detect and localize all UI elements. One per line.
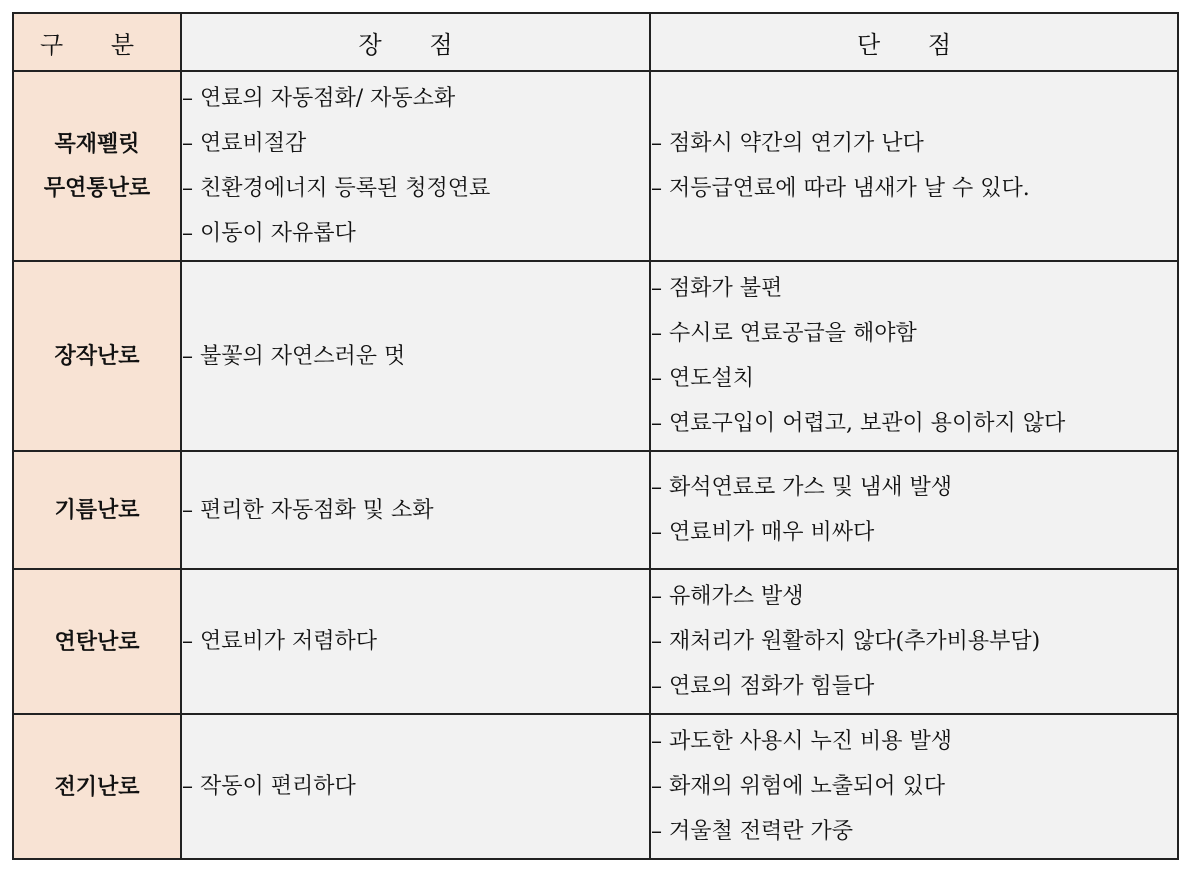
header-cons: 단 점 <box>650 13 1178 71</box>
pros-item: – 친환경에너지 등록된 청정연료 <box>182 166 649 211</box>
category-label: 전기난로 <box>54 773 140 800</box>
cons-cell <box>650 451 1178 569</box>
category-cell <box>13 71 181 261</box>
cons-item: – 점화가 불편 <box>651 266 1177 311</box>
category-label: 연탄난로 <box>54 628 140 655</box>
cons-item: – 과도한 사용시 누진 비용 발생 <box>651 719 1177 764</box>
cons-item: – 연료구입이 어렵고, 보관이 용이하지 않다 <box>651 401 1177 446</box>
cons-item: – 겨울철 전력란 가중 <box>651 809 1177 854</box>
category-label: 목재펠릿 <box>54 131 140 157</box>
cons-cell <box>650 261 1178 451</box>
pros-item: – 연료비절감 <box>182 121 649 166</box>
cons-item: – 재처리가 원활하지 않다(추가비용부담) <box>651 619 1177 664</box>
header-category: 구 분 <box>13 13 181 71</box>
pros-item: – 이동이 자유롭다 <box>182 211 649 256</box>
category-cell <box>13 261 181 451</box>
cons-item: – 점화시 약간의 연기가 난다 <box>651 121 1177 166</box>
comparison-table <box>12 12 1179 860</box>
table-row <box>13 71 1178 261</box>
pros-item: – 연료비가 저렴하다 <box>182 619 649 664</box>
category-label: 무연통난로 <box>43 175 151 201</box>
cons-item: – 화석연료로 가스 및 냄새 발생 <box>651 465 1177 510</box>
category-cell <box>13 714 181 859</box>
pros-cell <box>181 569 650 714</box>
cons-cell <box>650 569 1178 714</box>
category-cell <box>13 451 181 569</box>
cons-cell <box>650 71 1178 261</box>
pros-item: – 불꽃의 자연스러운 멋 <box>182 334 649 379</box>
cons-item: – 저등급연료에 따라 냄새가 날 수 있다. <box>651 166 1177 211</box>
cons-item: – 유해가스 발생 <box>651 574 1177 619</box>
table-row <box>13 714 1178 859</box>
cons-item: – 연료의 점화가 힘들다 <box>651 664 1177 709</box>
cons-item: – 연료비가 매우 비싸다 <box>651 510 1177 555</box>
pros-cell <box>181 261 650 451</box>
category-cell <box>13 569 181 714</box>
pros-item: – 작동이 편리하다 <box>182 764 649 809</box>
pros-cell <box>181 71 650 261</box>
cons-item: – 연도설치 <box>651 356 1177 401</box>
header-pros: 장 점 <box>181 13 650 71</box>
category-label: 기름난로 <box>54 497 140 523</box>
table-row <box>13 569 1178 714</box>
pros-cell <box>181 451 650 569</box>
cons-item: – 수시로 연료공급을 해야함 <box>651 311 1177 356</box>
header-row <box>13 13 1178 71</box>
table-row <box>13 261 1178 451</box>
cons-item: – 화재의 위험에 노출되어 있다 <box>651 764 1177 809</box>
pros-item: – 연료의 자동점화/ 자동소화 <box>182 76 649 121</box>
pros-item: – 편리한 자동점화 및 소화 <box>182 488 649 533</box>
cons-cell <box>650 714 1178 859</box>
pros-cell <box>181 714 650 859</box>
table-row <box>13 451 1178 569</box>
category-label: 장작난로 <box>54 343 140 369</box>
